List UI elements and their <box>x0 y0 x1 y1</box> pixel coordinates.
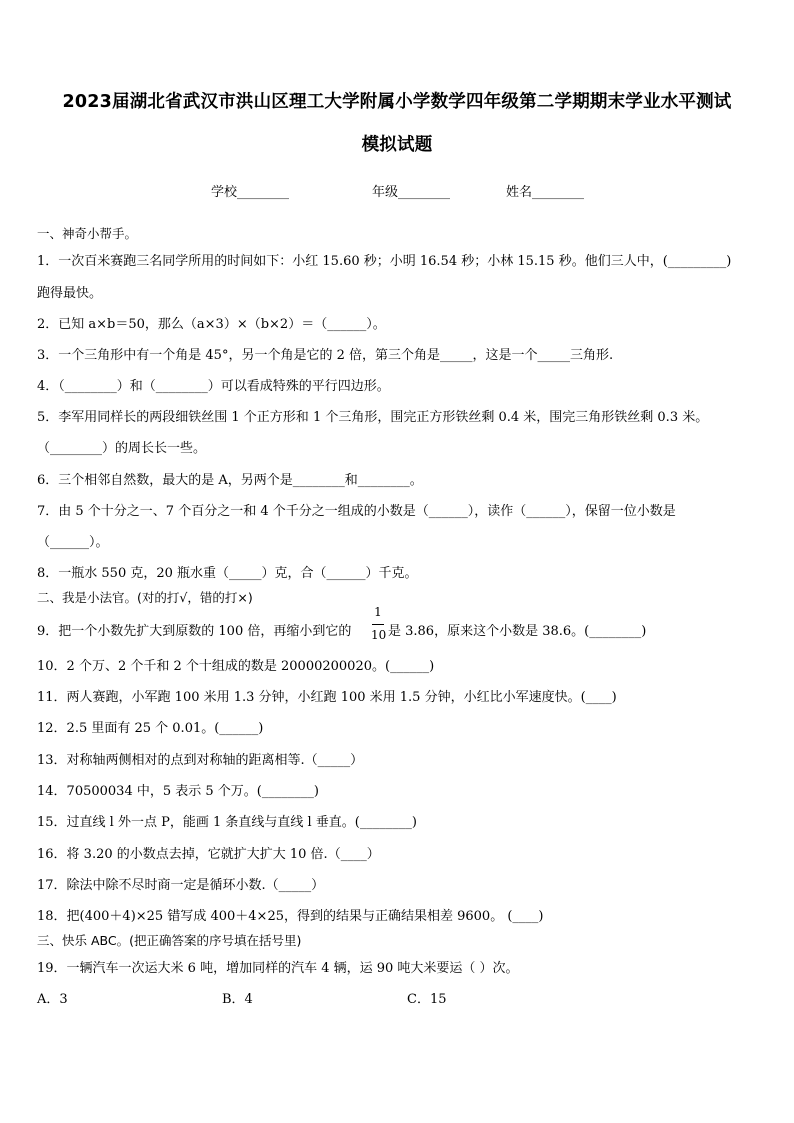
option-c: C．15 <box>407 992 447 1007</box>
question-8: 8．一瓶水 550 克，20 瓶水重（_____）克，合（______）千克。 <box>37 566 418 581</box>
section-1-heading: 一、神奇小帮手。 <box>37 226 138 241</box>
question-7-line1: 7．由 5 个十分之一、7 个百分之一和 4 个千分之一组成的小数是（______），读作（______），保留一位小数是 <box>37 504 676 519</box>
question-9-part2: 是 3.86，原来这个小数是 38.6。(________) <box>388 624 647 639</box>
question-9-part1: 9．把一个小数先扩大到原数的 100 倍，再缩小到它的 <box>37 624 352 639</box>
exam-title-line2: 模拟试题 <box>361 135 433 155</box>
question-18: 18．把(400＋4)×25 错写成 400＋4×25，得到的结果与正确结果相差 9600。 (____) <box>37 909 544 924</box>
question-5-line2: （________）的周长长一些。 <box>37 441 207 456</box>
fraction-numerator: 1 <box>374 605 382 619</box>
question-7-line2: （______）。 <box>37 535 109 550</box>
fraction-denominator: 10 <box>371 628 387 642</box>
option-b: B．4 <box>222 992 253 1007</box>
question-12: 12．2.5 里面有 25 个 0.01。(______) <box>37 721 264 736</box>
question-3: 3．一个三角形中有一个角是 45°，另一个角是它的 2 倍，第三个角是_____，这是一个_____三角形. <box>37 348 614 363</box>
fraction-bar <box>372 624 384 625</box>
section-3-heading: 三、快乐 ABC。(把正确答案的序号填在括号里) <box>37 933 302 948</box>
exam-title-line1: 2023届湖北省武汉市洪山区理工大学附属小学数学四年级第二学期期末学业水平测试 <box>62 92 732 112</box>
section-2-heading: 二、我是小法官。(对的打√，错的打×) <box>37 590 253 605</box>
question-17: 17．除法中除不尽时商一定是循环小数.（_____） <box>37 878 325 893</box>
question-2: 2．已知 a×b＝50，那么（a×3）×（b×2）＝（______）。 <box>37 317 386 332</box>
question-10: 10．2 个万、2 个千和 2 个十组成的数是 20000200020。(______) <box>37 659 435 674</box>
school-field: 学校________ <box>211 185 290 200</box>
name-field: 姓名________ <box>506 185 585 200</box>
question-16: 16．将 3.20 的小数点去掉，它就扩大扩大 10 倍.（____） <box>37 847 380 862</box>
option-a: A．3 <box>37 992 68 1007</box>
question-1-line2: 跑得最快。 <box>37 286 103 301</box>
question-15: 15．过直线 l 外一点 P，能画 1 条直线与直线 l 垂直。(________) <box>37 815 417 830</box>
question-1-line1: 1．一次百米赛跑三名同学所用的时间如下：小红 15.60 秒；小明 16.54 秒；小林 15.15 秒。他们三人中，(_________) <box>37 254 732 269</box>
question-4: 4．（________）和（________）可以看成特殊的平行四边形。 <box>37 379 390 394</box>
question-13: 13．对称轴两侧相对的点到对称轴的距离相等.（_____） <box>37 753 364 768</box>
grade-field: 年级________ <box>372 185 451 200</box>
question-5-line1: 5．李军用同样长的两段细铁丝围 1 个正方形和 1 个三角形，围完正方形铁丝剩 0.4 米，围完三角形铁丝剩 0.3 米。 <box>37 410 709 425</box>
question-14: 14．70500034 中，5 表示 5 个万。(________) <box>37 784 319 799</box>
question-6: 6．三个相邻自然数，最大的是 A，另两个是________和________。 <box>37 473 423 488</box>
question-11: 11．两人赛跑，小军跑 100 米用 1.3 分钟，小红跑 100 米用 1.5 分钟，小红比小军速度快。(____) <box>37 690 617 705</box>
question-19: 19．一辆汽车一次运大米 6 吨，增加同样的汽车 4 辆，运 90 吨大米要运（ ）次。 <box>37 961 519 976</box>
